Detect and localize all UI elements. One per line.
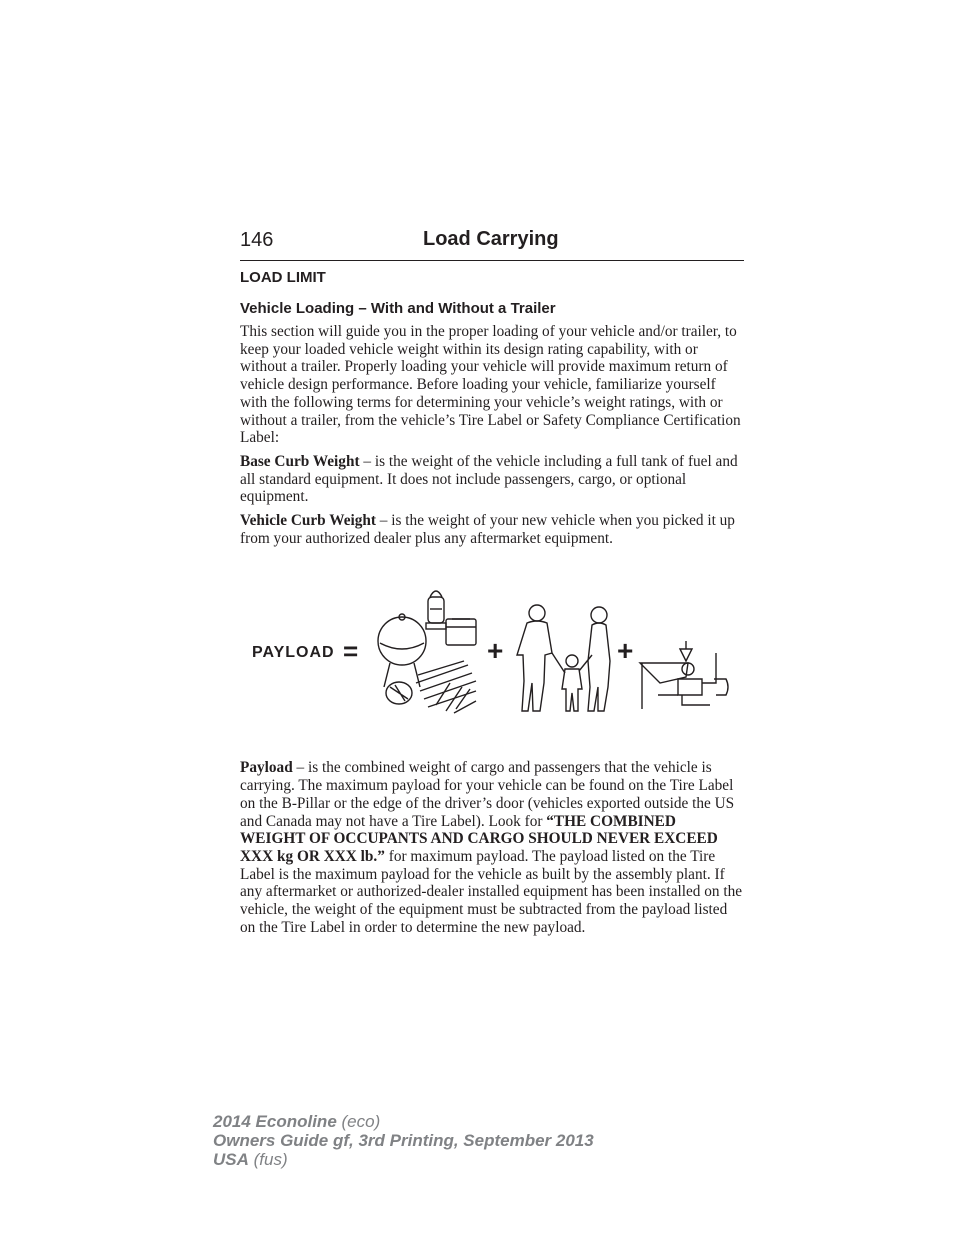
intro-paragraph: This section will guide you in the proper loading of your vehicle and/or trailer, to keep your loaded vehicle weight within its design rating capability, with or without a trailer. Properly loading your vehicle will provide maximum return of vehicle design performance. Before loading your vehicle, familiarize yourself with the following terms for determining your vehicle’s weight ratings, with or without a trailer, from the vehicle’s Tire Label or Safety Compliance Certification Label:	[240, 323, 741, 447]
page-header	[240, 226, 744, 261]
footer-model-code: (eco)	[336, 1112, 381, 1131]
term-payload: Payload	[240, 759, 293, 777]
plus-sign-1: +	[487, 635, 504, 667]
plus-sign-2: +	[617, 635, 634, 667]
manual-page	[240, 226, 744, 936]
footer-model: 2014 Econoline	[213, 1112, 337, 1131]
footer-market-code: (fus)	[248, 1150, 288, 1169]
cargo-gear-icon	[378, 591, 476, 713]
subheading: Vehicle Loading – With and Without a Trailer	[240, 300, 556, 317]
payload-diagram	[240, 583, 744, 721]
definition-base-curb-weight	[240, 453, 744, 506]
hitch-tongue-load-icon	[640, 641, 728, 709]
family-passengers-icon	[517, 605, 610, 711]
definition-text: – is the weight of your new vehicle when you picked it up from your authorized dealer plus any aftermarket equipment.	[240, 512, 735, 547]
footer-market-line	[213, 1150, 594, 1169]
term-vehicle-curb-weight: Vehicle Curb Weight	[240, 512, 376, 530]
definition-payload	[240, 759, 744, 936]
footer-printing: Owners Guide gf, 3rd Printing, September 2013	[213, 1131, 594, 1150]
footer-printing-line	[213, 1131, 594, 1150]
definition-text: – is the combined weight of cargo and passengers that the vehicle is carrying. The maximum payload for your vehicle can be found on the Tire Label on the B-Pillar or the edge of the driver’s door (vehicles exported outside the US and Canada may not have a Tire Label). Look for	[240, 759, 735, 830]
definition-text: – is the weight of the vehicle including a full tank of fuel and all standard equipment. It does not include passengers, cargo, or optional equipment.	[240, 452, 738, 506]
definition-text-continued: for maximum payload. The payload listed on the Tire Label is the maximum payload for the vehicle as built by the assembly plant. If any aftermarket or authorized-dealer installed equipment has been installed on the vehicle, the weight of the equipment must be subtracted from the payload listed on the Tire Label in order to determine the new payload.	[240, 847, 743, 936]
footer-market: USA	[213, 1150, 249, 1169]
term-base-curb-weight: Base Curb Weight	[240, 452, 360, 470]
payload-figure	[240, 583, 744, 721]
footer-model-line	[213, 1112, 594, 1131]
section-heading: LOAD LIMIT	[240, 269, 326, 286]
page-footer	[213, 1112, 594, 1169]
equals-sign: =	[343, 636, 359, 667]
definition-vehicle-curb-weight	[240, 512, 744, 547]
chapter-title: Load Carrying	[423, 228, 559, 250]
payload-warning-text: “THE COMBINED WEIGHT OF OCCUPANTS AND CARGO SHOULD NEVER EXCEED XXX kg OR XXX lb.”	[240, 812, 718, 865]
page-number: 146	[240, 229, 274, 251]
payload-label: PAYLOAD	[252, 644, 335, 662]
